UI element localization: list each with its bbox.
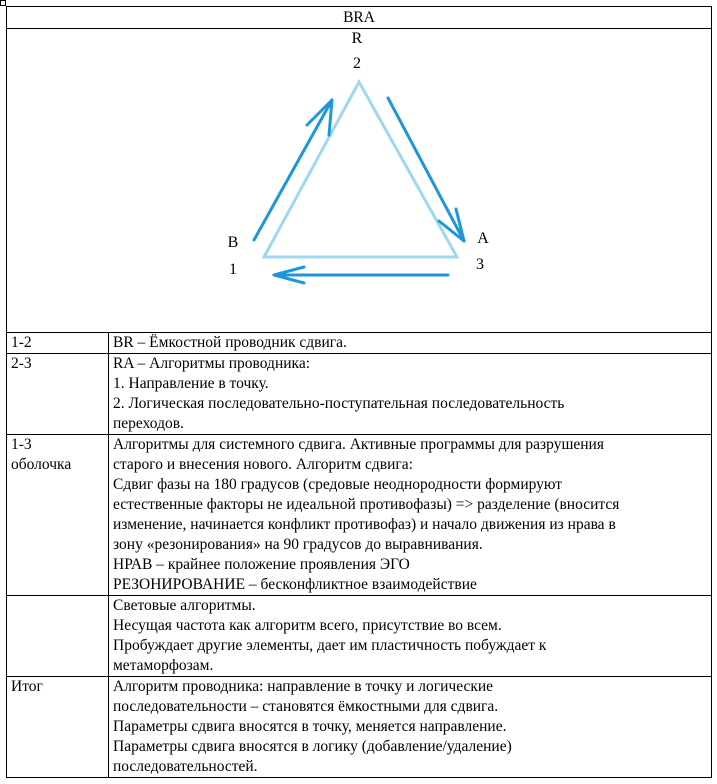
row-label-line: 2-3	[11, 355, 32, 372]
table-row	[7, 596, 712, 677]
row-text-line: Световые алгоритмы.	[113, 597, 256, 614]
vertex-right-letter: A	[477, 230, 489, 247]
row-text-line: переходов.	[113, 415, 184, 432]
row-text-line: Алгоритм проводника: направление в точку и логические	[113, 678, 494, 695]
row-label-cell	[7, 596, 109, 677]
row-text-line: НРАВ – крайнее положение проявления ЭГО	[113, 556, 410, 573]
row-text-line: Алгоритмы для системного сдвига. Активные программы для разрушения	[113, 436, 604, 453]
row-label-cell	[7, 333, 109, 354]
arrow-a-to-b	[274, 267, 448, 283]
row-content-cell	[109, 354, 712, 435]
row-content-cell	[109, 596, 712, 677]
row-text-line: RA – Алгоритмы проводника:	[113, 355, 311, 372]
row-text-line: Параметры сдвига вносятся в логику (добавление/удаление)	[113, 738, 512, 755]
row-label-line: 1-2	[11, 334, 32, 351]
row-text-line: естественные факторы не идеальной противофазы) => разделение (вносится	[113, 496, 620, 513]
row-text-line: Несущая частота как алгоритм всего, присутствие во всем.	[113, 617, 502, 634]
row-text-line: Параметры сдвига вносятся в точку, меняется направление.	[113, 718, 507, 735]
row-text-line: метаморфозам.	[113, 657, 214, 674]
row-text-line: РЕЗОНИРОВАНИЕ – бесконфликтное взаимодействие	[113, 576, 477, 593]
row-text-line: BR – Ёмкостной проводник сдвига.	[113, 334, 347, 351]
row-label-line: 1-3	[11, 436, 32, 453]
row-text-line: последовательностей.	[113, 758, 258, 775]
table-row	[7, 333, 712, 354]
vertex-top-number: 2	[353, 55, 361, 72]
title-row	[7, 7, 712, 29]
table-row	[7, 435, 712, 596]
row-text-line: 1. Направление в точку.	[113, 375, 269, 392]
row-text-line: 2. Логическая последовательно-поступательная последовательность	[113, 395, 565, 412]
row-label-cell	[7, 435, 109, 596]
arrow-b-to-r	[254, 100, 332, 240]
row-text-line: изменение, начинается конфликт противофаз) и начало движения из нрава в	[113, 516, 616, 533]
row-text-line: зону «резонирования» на 90 градусов до выравнивания.	[113, 536, 483, 553]
diagram-row	[7, 29, 712, 333]
row-text-line: Сдвиг фазы на 180 градусов (средовые неоднородности формируют	[113, 476, 563, 493]
row-label-line: Итог	[11, 678, 43, 695]
vertex-right-number: 3	[476, 256, 484, 273]
row-label-cell	[7, 677, 109, 778]
bra-triangle-diagram	[11, 29, 716, 326]
row-content-cell	[109, 677, 712, 778]
vertex-left-letter: B	[227, 234, 239, 251]
table-row	[7, 354, 712, 435]
vertex-top-letter: R	[351, 30, 363, 47]
row-label-line: оболочка	[11, 456, 72, 473]
row-text-line: старого и внесения нового. Алгоритм сдвига:	[113, 456, 413, 473]
row-label-cell	[7, 354, 109, 435]
row-content-cell	[109, 333, 712, 354]
table-title: BRA	[7, 7, 712, 29]
bra-table	[6, 6, 712, 778]
arrow-r-to-a	[388, 98, 464, 241]
row-text-line: последовательности – становятся ёмкостными для сдвига.	[113, 698, 499, 715]
vertex-left-number: 1	[229, 261, 237, 278]
diagram-cell	[7, 29, 712, 333]
row-text-line: Пробуждает другие элементы, дает им пластичность побуждает к	[113, 637, 547, 654]
table-row	[7, 677, 712, 778]
row-content-cell	[109, 435, 712, 596]
